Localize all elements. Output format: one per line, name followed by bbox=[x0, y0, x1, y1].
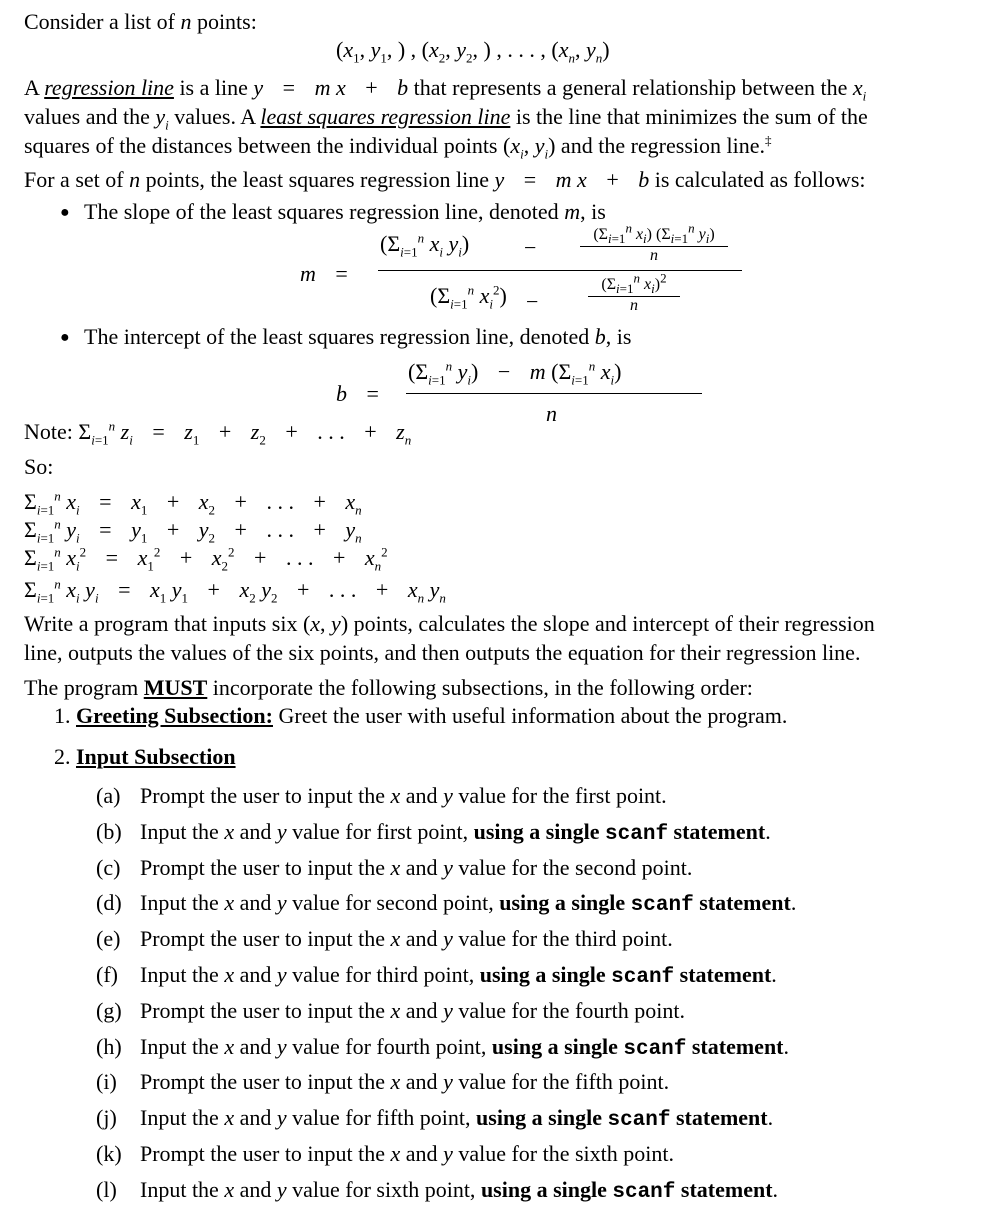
item-emphasis-post: statement bbox=[686, 1033, 784, 1059]
slope-num-frac: $\frac{(\Sigma_{i=1}^n x_i) (\Sigma_{i=1}^n y_i)}{n}$ bbox=[564, 226, 744, 265]
term-regression-line: regression line bbox=[44, 75, 174, 100]
slope-minus-2: − bbox=[526, 289, 539, 314]
item-text: Prompt the user to input the x and y value for the fourth point. bbox=[140, 997, 685, 1023]
item-label: (c) bbox=[96, 854, 121, 880]
input-item: (j) Input the x and y value for fifth point, using a single scanf statement. bbox=[96, 1105, 774, 1133]
task-line-1: Write a program that inputs six (x, y) points, calculates the slope and intercept of their regression bbox=[24, 611, 875, 636]
section-greeting bbox=[54, 704, 787, 728]
item-emphasis-post: statement bbox=[693, 890, 791, 916]
section-number: 2. bbox=[54, 744, 71, 769]
section-title: Greeting Subsection: bbox=[76, 703, 273, 728]
section-input bbox=[54, 745, 236, 769]
input-item: (l) Input the x and y value for sixth point, using a single scanf statement. bbox=[96, 1176, 779, 1204]
item-emphasis-post: statement bbox=[670, 1105, 768, 1131]
item-code: scanf bbox=[611, 966, 675, 989]
item-label: (f) bbox=[96, 962, 118, 987]
item-emphasis: using a single bbox=[480, 1176, 613, 1202]
item-text: Prompt the user to input the x and y value for the third point. bbox=[140, 926, 673, 952]
intercept-denominator: n bbox=[546, 401, 557, 426]
item-emphasis: using a single bbox=[499, 890, 631, 916]
slope-lhs: m = bbox=[300, 261, 348, 286]
item-emphasis-post: statement bbox=[675, 1176, 773, 1202]
intercept-lhs: b = bbox=[336, 381, 379, 406]
sum-x-squared: $\Sigma_{i=1}^n$ $x_i^2 = x_1^2 + x_2^2$ + . . . + $x_n^2$ bbox=[24, 544, 388, 574]
input-item: (f) Input the x and y value for third point, using a single scanf statement. bbox=[96, 962, 777, 989]
task-line-2: line, outputs the values of the six points, and then outputs the equation for their regression line. bbox=[24, 640, 861, 665]
item-text: Input the x and y value for fourth point, bbox=[140, 1033, 492, 1059]
item-code: scanf bbox=[612, 1180, 676, 1204]
slope-den-a: ($\Sigma_{i=1}^n$ $x_i^2$) bbox=[430, 282, 507, 312]
sum-xy: $\Sigma_{i=1}^n$ $x_i$ $y_i = x_1$ $y_1 + x_2$ $y_2$ + . . . + $x_n$ $y_n$ bbox=[24, 576, 446, 606]
item-text: Input the x and y value for second point, bbox=[140, 890, 500, 916]
item-text: Prompt the user to input the x and y value for the second point. bbox=[140, 854, 693, 880]
item-emphasis: using a single bbox=[473, 818, 606, 844]
intercept-numerator: ($\Sigma_{i=1}^n$ $y_i) - m$ ($\Sigma_{i=1}^n$ $x_i$) bbox=[408, 358, 622, 388]
note-line: Note: $\Sigma_{i=1}^n$ $z_i = z_1 + z_2$ + . . . + $z_n$ bbox=[24, 418, 412, 448]
item-emphasis: using a single bbox=[479, 962, 612, 987]
so-label: So: bbox=[24, 454, 54, 479]
item-emphasis: using a single bbox=[491, 1033, 624, 1059]
slope-num-a: ($\Sigma_{i=1}^n$ $x_i$ $y_i$) bbox=[380, 230, 470, 260]
slope-fraction-bar bbox=[378, 270, 742, 271]
term-least-squares: least squares regression line bbox=[260, 104, 511, 129]
definition-line-3: squares of the distances between the individual points ($x_i$, $y_i$) and the regression line.‡ bbox=[24, 132, 772, 162]
slope-den-frac: $\frac{(\Sigma_{i=1}^n x_i)^2}{n}$ bbox=[564, 276, 704, 315]
item-label: (a) bbox=[96, 783, 121, 808]
item-label: (i) bbox=[96, 1069, 117, 1095]
item-code: scanf bbox=[623, 1037, 687, 1061]
input-item bbox=[96, 784, 667, 808]
input-item: (b) Input the x and y value for first point, using a single scanf statement. bbox=[96, 818, 771, 846]
section-text: Greet the user with useful information about the program. bbox=[272, 703, 788, 728]
item-text: Input the x and y value for fifth point, bbox=[140, 1105, 477, 1131]
item-label: (b) bbox=[96, 818, 122, 844]
input-item: (d) Input the x and y value for second point, using a single scanf statement. bbox=[96, 890, 797, 918]
item-text: Input the x and y value for third point, bbox=[140, 962, 480, 987]
definition-line-1: A regression line is a line y = m x + b that represents a general relationship between the $x_i$ bbox=[24, 75, 867, 104]
definition-line-2: values and the $y_i$ values. A least squares regression line is the line that minimizes the sum of the bbox=[24, 104, 868, 133]
must-pre: The program bbox=[24, 675, 144, 700]
input-item: (h) Input the x and y value for fourth point, using a single scanf statement. bbox=[96, 1033, 790, 1061]
intercept-fraction-bar bbox=[406, 393, 702, 394]
point-list: ($x_1$, $y_1$, ) , ($x_2$, $y_2$, ) , . . . , ($x_n$, $y_n$) bbox=[336, 37, 610, 66]
set-intro-line: For a set of n points, the least squares regression line y = m x + b is calculated as follows: bbox=[24, 167, 866, 192]
input-item bbox=[96, 1070, 669, 1094]
bullet-icon: ● bbox=[60, 329, 70, 346]
item-label: (d) bbox=[96, 890, 122, 916]
bullet-icon: ● bbox=[60, 204, 70, 221]
item-label: (l) bbox=[96, 1176, 117, 1202]
item-text: Prompt the user to input the x and y value for the first point. bbox=[140, 783, 667, 808]
input-item bbox=[96, 927, 673, 951]
intro-line: Consider a list of n points: bbox=[24, 9, 257, 34]
item-label: (e) bbox=[96, 926, 121, 952]
note-label: Note: bbox=[24, 419, 73, 444]
input-item bbox=[96, 999, 685, 1023]
item-label: (g) bbox=[96, 997, 122, 1023]
sum-x: $\Sigma_{i=1}^n$ $x_i = x_1 + x_2$ + . . . + $x_n$ bbox=[24, 488, 362, 518]
item-code: scanf bbox=[607, 1109, 671, 1133]
item-emphasis-post: statement bbox=[674, 962, 772, 987]
section-title: Input Subsection bbox=[76, 744, 236, 769]
must-post: incorporate the following subsections, in the following order: bbox=[207, 675, 753, 700]
item-code: scanf bbox=[630, 894, 694, 918]
input-item bbox=[96, 1142, 674, 1166]
bullet-slope: The slope of the least squares regression line, denoted m, is bbox=[84, 199, 606, 224]
item-text: Prompt the user to input the x and y value for the fifth point. bbox=[140, 1069, 670, 1095]
sum-y: $\Sigma_{i=1}^n$ $y_i = y_1 + y_2$ + . . . + $y_n$ bbox=[24, 516, 362, 546]
bullet-intercept: The intercept of the least squares regression line, denoted b, is bbox=[84, 324, 632, 349]
item-label: (h) bbox=[96, 1033, 122, 1059]
slope-minus-1: − bbox=[524, 235, 537, 260]
item-label: (k) bbox=[96, 1141, 122, 1166]
section-number: 1. bbox=[54, 703, 71, 728]
must-emphasis: MUST bbox=[143, 675, 208, 700]
must-line bbox=[24, 676, 753, 700]
item-text: Input the x and y value for sixth point, bbox=[140, 1176, 481, 1202]
item-emphasis-post: statement bbox=[668, 818, 766, 844]
item-text: Prompt the user to input the x and y value for the sixth point. bbox=[140, 1141, 675, 1166]
item-code: scanf bbox=[605, 822, 669, 846]
item-text: Input the x and y value for first point, bbox=[140, 818, 474, 844]
input-item bbox=[96, 856, 692, 880]
item-emphasis: using a single bbox=[476, 1105, 608, 1131]
item-label: (j) bbox=[96, 1105, 117, 1131]
